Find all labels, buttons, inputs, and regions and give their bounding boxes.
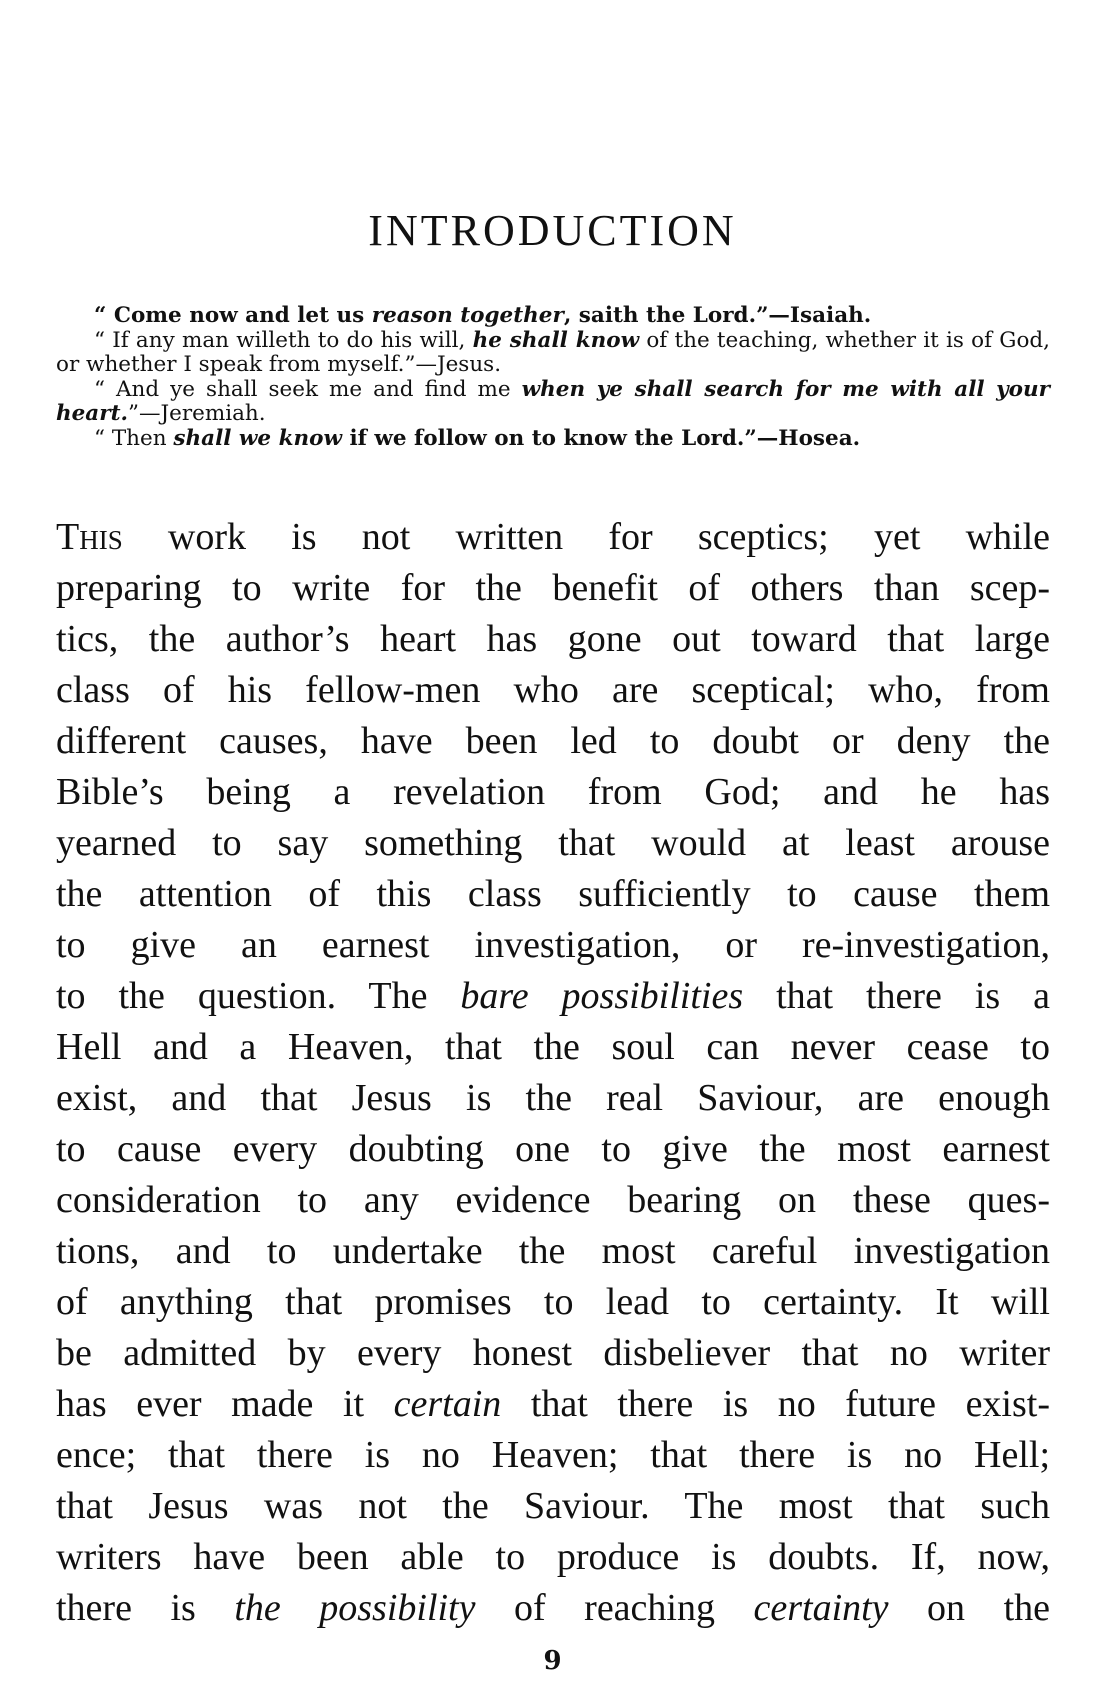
epigraph-text: “ Then [94,425,174,451]
text-run: ence; that there is no Heaven; that there is no Hell; [56,1434,1050,1476]
epigraph-text: if we follow on to know the Lord.”—Hosea. [341,425,861,451]
text-run: the possibility [234,1587,476,1629]
text-run: to cause every doubting one to give the most earnest [56,1128,1050,1170]
text-run: the attention of this class sufficiently to cause them [56,873,1050,915]
epigraph-text: , saith the Lord.”—Isaiah. [563,303,872,328]
text-line [56,920,1050,971]
body-paragraph [56,512,1050,1634]
text-line [56,1430,1050,1481]
text-run: different causes, have been led to doubt or deny the [56,720,1050,762]
text-run: exist, and that Jesus is the real Saviour, are enough [56,1077,1050,1119]
text-line [56,1175,1050,1226]
text-run: writers have been able to produce is doubts. If, now, [56,1536,1050,1578]
epigraph-quote [56,427,1050,452]
text-line [56,563,1050,614]
epigraph-quote [56,329,1050,378]
text-run: to give an earnest investigation, or re-investigation, [56,924,1050,966]
text-run: class of his fellow-men who are sceptical; who, from [56,669,1050,711]
text-run: has ever made it [56,1383,394,1425]
text-run: of reaching [475,1587,754,1629]
text-run: to the question. The [56,975,461,1017]
text-run: certain [393,1383,502,1425]
text-line [56,1022,1050,1073]
text-run: that there is a [743,975,1051,1017]
text-line [56,1124,1050,1175]
text-line [56,971,1050,1022]
text-run: be admitted by every honest disbeliever that no writer [56,1332,1050,1374]
text-run: Bible’s being a revelation from God; and he has [56,771,1050,813]
text-run: tions, and to undertake the most careful investigation [56,1230,1050,1272]
text-run: certainty [753,1587,889,1629]
text-line [56,1226,1050,1277]
epigraph-text: “ Come now and let us [94,303,372,328]
epigraph-quote [56,378,1050,427]
text-run: preparing to write for the benefit of others than scep- [56,567,1050,609]
epigraph-quote [56,304,1050,329]
text-run: work is not written for sceptics; yet while [122,516,1050,558]
text-run: bare possibilities [460,975,744,1017]
text-line [56,818,1050,869]
text-line [56,1277,1050,1328]
chapter-title: INTRODUCTION [368,206,737,255]
text-line [56,1379,1050,1430]
text-run: consideration to any evidence bearing on these ques- [56,1179,1050,1221]
epigraph-text: ”—Jeremiah. [128,401,266,426]
epigraph-text: of the teaching, whether it is of God, or whether I speak from myself.”—Jesus. [56,327,1050,377]
text-line [56,716,1050,767]
text-run: there is [56,1587,235,1629]
text-run: tics, the author’s heart has gone out toward that large [56,618,1050,660]
text-run: This [56,516,123,558]
epigraphs [56,304,1050,451]
text-line [56,665,1050,716]
text-run: on the [888,1587,1050,1629]
text-line [56,1328,1050,1379]
page-number: 9 [543,1646,562,1676]
text-run: Hell and a Heaven, that the soul can never cease to [56,1026,1050,1068]
text-line [56,614,1050,665]
text-line [56,1532,1050,1583]
epigraph-text: reason together [371,303,564,328]
text-run: yearned to say something that would at least arouse [56,822,1050,864]
text-run: that there is no future exist- [501,1383,1050,1425]
text-run: that Jesus was not the Saviour. The most that such [56,1485,1050,1527]
text-run: of anything that promises to lead to certainty. It will [56,1281,1050,1323]
text-line [56,1481,1050,1532]
text-line [56,1583,1050,1634]
text-line [56,1073,1050,1124]
epigraph-text: when ye shall search for me with all your heart. [56,376,1050,426]
epigraph-text: “ If any man willeth to do his will, [94,327,473,353]
epigraph-text: he shall know [472,327,640,353]
epigraph-text: “ And ye shall seek me and find me [94,376,522,402]
text-line [56,869,1050,920]
text-line [56,512,1050,563]
epigraph-text: shall we know [173,425,342,451]
text-line [56,767,1050,818]
